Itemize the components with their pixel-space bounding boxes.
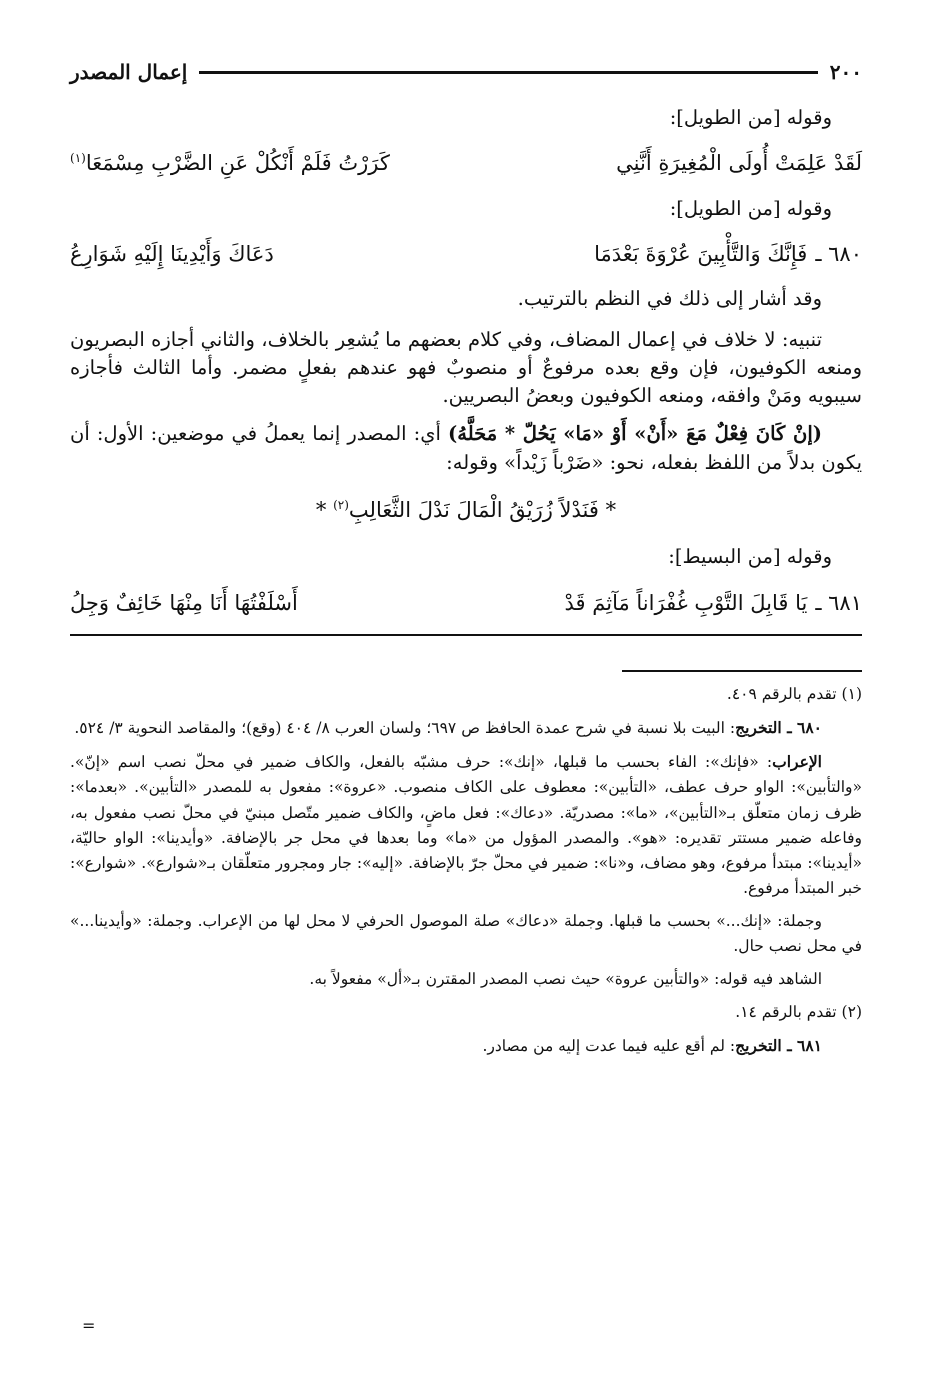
verse-second-hemistich — [70, 148, 466, 178]
meter-label: وقوله [من الطويل]: — [669, 196, 832, 220]
verse-first-hemistich: يَا قَابِلَ التَّوْبِ غُفْرَاناً مَآثِمَ قَدْ — [564, 590, 808, 615]
verse-first-hemistich: لَقَدْ عَلِمَتْ أُولَى الْمُغِيرَةِ أَنَّنِي — [616, 151, 862, 176]
takhrij-label: ٦٨١ ـ التخريج — [735, 1036, 822, 1056]
single-verse — [70, 495, 862, 525]
takhrij-label: ٦٨٠ ـ التخريج — [735, 718, 822, 738]
footnotes — [70, 682, 862, 1059]
paragraph: وقد أشار إلى ذلك في النظم بالترتيب. — [517, 287, 822, 311]
footnote-separator — [622, 670, 862, 672]
rule-explanation: أي: المصدر إنما يعملُ في موضعين: الأول: أن يكون بدلاً من اللفظ بفعله، نحو: «ضَرْباً زَيْداً» وقوله: — [70, 422, 862, 474]
verse-second-hemistich: دَعَاكَ وَأَيْدِينَا إِلَيْهِ شَوَارِعُ — [69, 241, 274, 266]
header-rule — [199, 71, 817, 74]
verse-end-star: * — [315, 498, 334, 522]
verse-text: * فَنَدْلاً زُرَيْقُ الْمَالَ نَدْلَ الثَّعَالِبِ — [348, 498, 617, 522]
verse-first-hemistich: فَإِنَّكَ وَالتَّأْبِينَ عُرْوَةَ بَعْدَمَا — [594, 241, 808, 266]
verse-text: كَرَرْتُ فَلَمْ أَنْكُلْ عَنِ الضَّرْبِ مِسْمَعَا — [85, 151, 390, 176]
continuation-mark: = — [82, 1316, 96, 1335]
irab-680 — [70, 749, 862, 901]
verse-second-hemistich: أَسْلَفْتُهَا أَنَا مِنْهَا خَائِفٌ وَجِلُ — [69, 590, 298, 615]
takhrij-text: : لم أقع عليه فيما عدت إليه من مصادر. — [482, 1037, 736, 1056]
takhrij-680 — [70, 715, 862, 741]
verse-681 — [70, 588, 862, 618]
rule-paragraph — [70, 420, 862, 477]
jumla-680: وجملة: «إنك...» بحسب ما قبلها. وجملة «دعاك» صلة الموصول الحرفي لا محل لها من الإعراب. وجملة: «وأيدينا...» في محل نصب حال. — [70, 912, 862, 956]
tanbih-paragraph: تنبيه: لا خلاف في إعمال المضاف، وفي كلام بعضهم ما يُشعِر بالخلاف، والثاني أجازه البصريون ومنعه الكوفيون، فإن وقع بعده مرفوعٌ أو منصوبٌ فهو عندهم بفعلٍ مضمر. وأما الثالث فأجازه سيبويه ومَنْ وافقه، ومنعه الكوفيون وبعضُ البصريين. — [70, 327, 862, 408]
poem-quote: (إنْ كَانَ فِعْلٌ مَعَ «أَنْ» أَوْ «مَا» يَحُلّ * مَحَلَّهُ) — [448, 422, 822, 446]
verse-680 — [70, 239, 862, 269]
footnote-2: (٢) تقدم بالرقم ١٤. — [735, 1003, 862, 1022]
running-title: إعمال المصدر — [70, 60, 188, 84]
shahid-680: الشاهد فيه قوله: «والتأبين عروة» حيث نصب المصدر المقترن بـ«أل» مفعولاً به. — [309, 970, 822, 989]
meter-label: وقوله [من البسيط]: — [668, 545, 832, 569]
page — [70, 50, 862, 1068]
verse — [70, 148, 862, 178]
verse-rule — [70, 634, 862, 636]
footnote-marker: (١) — [70, 151, 86, 166]
verse-number: ٦٨٠ ـ — [815, 241, 862, 266]
irab-label: الإعراب — [772, 752, 822, 772]
page-header — [70, 50, 862, 94]
irab-text: : «فإنك»: الفاء بحسب ما قبلها، «إنك»: حرف مشبّه بالفعل، والكاف ضمير في محلّ نصب اسم «إنّ». «والتأبين»: الواو حرف عطف، «التأبين»: معطوف على الكاف منصوب. «عروة»: مفعول به للمصدر «التأبين». «بعدما»: ظرف زمان متعلّق بـ«التأبين»، «ما»: مصدريّة. «دعاك»: فعل ماضٍ، والكاف ضمير متّصل مبنيّ في محلّ نصب مفعول به، وفاعله ضمير مستتر تقديره: «هو». والمصدر المؤول من «ما» وما بعدها في محل جر بالإضافة. «وأيدينا»: الواو حاليّة، «أيدينا»: مبتدأ مرفوع، وهو مضاف، و«نا»: ضمير في محلّ جرّ بالإضافة. «إليه»: جار ومجرور متعلّقان بـ«شوارع». «شوارع»: خبر المبتدأ مرفوع. — [70, 753, 862, 897]
footnote-1: (١) تقدم بالرقم ٤٠٩. — [726, 685, 862, 704]
meter-label: وقوله [من الطويل]: — [669, 106, 832, 129]
footnote-marker: (٢) — [333, 498, 349, 512]
main-text — [70, 104, 862, 636]
takhrij-681 — [70, 1033, 862, 1059]
verse-number: ٦٨١ ـ — [815, 590, 862, 615]
page-number: ٢٠٠ — [829, 60, 862, 84]
takhrij-text: : البيت بلا نسبة في شرح عمدة الحافظ ص ٦٩٧؛ ولسان العرب ٨/ ٤٠٤ (وقع)؛ والمقاصد النحوية ٣/ ٥٢٤. — [74, 719, 736, 738]
